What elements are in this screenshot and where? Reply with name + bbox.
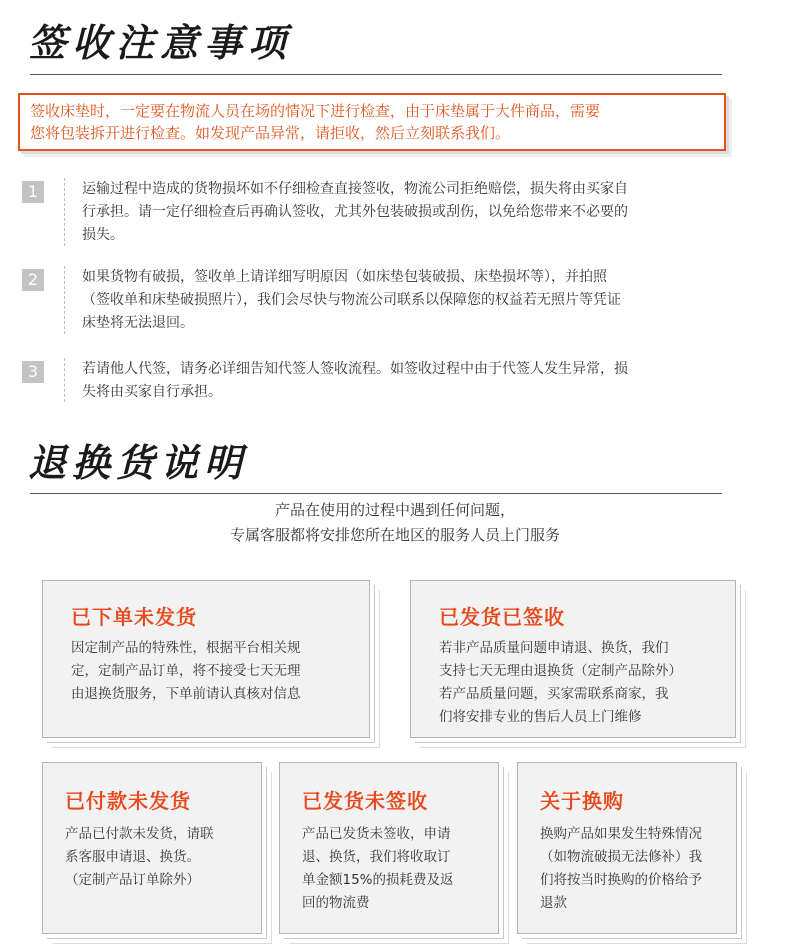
- card-line: 系客服申请退、换货。: [65, 849, 200, 865]
- card-line: 退、换货，我们将收取订: [302, 849, 451, 865]
- item-divider: [64, 266, 65, 334]
- policy-card-shipped-not-signed: [279, 762, 499, 934]
- item-text-line: 床垫将无法退回。: [82, 315, 194, 331]
- card-line: 因定制产品的特殊性，根据平台相关规: [71, 640, 301, 656]
- notice-line: 签收床垫时，一定要在物流人员在场的情况下进行检查，由于床垫属于大件商品，需要: [30, 102, 601, 120]
- sign-item-2: [22, 266, 722, 336]
- card-line: 若产品质量问题，买家需联系商家，我: [439, 686, 669, 702]
- item-text: [82, 178, 717, 247]
- card-line: 换购产品如果发生特殊情况: [540, 826, 702, 842]
- card-line: 退款: [540, 895, 567, 911]
- item-number-badge: 3: [22, 361, 44, 383]
- card-title: 已付款未发货: [65, 789, 191, 813]
- intro-line: 专属客服都将安排您所在地区的服务人员上门服务: [229, 526, 560, 544]
- item-text-line: 损失。: [82, 227, 124, 243]
- card-title: 已发货已签收: [439, 605, 565, 629]
- card-line: 们将安排专业的售后人员上门维修: [439, 709, 642, 725]
- card-line: 们将按当时换购的价格给予: [540, 872, 702, 888]
- item-text-line: 运输过程中造成的货物损坏如不仔细检查直接签收，物流公司拒绝赔偿，损失将由买家自: [82, 181, 628, 197]
- card-title: 关于换购: [540, 789, 624, 813]
- card-line: 单金额15%的损耗费及返: [302, 872, 454, 888]
- notice-line: 您将包装拆开进行检查。如发现产品异常，请拒收，然后立刻联系我们。: [30, 124, 511, 142]
- returns-section-title: 退换货说明: [28, 440, 249, 485]
- card-body: [65, 823, 214, 892]
- item-text-line: 行承担。请一定仔细检查后再确认签收，尤其外包装破损或刮伤，以免给您带来不必要的: [82, 204, 628, 220]
- item-text-line: （签收单和床垫破损照片），我们会尽快与物流公司联系以保障您的权益若无照片等凭证: [82, 292, 621, 308]
- item-text: [82, 266, 717, 335]
- sign-item-3: [22, 358, 722, 404]
- card-line: 若非产品质量问题申请退、换货，我们: [439, 640, 669, 656]
- card-title: 已下单未发货: [71, 605, 197, 629]
- item-text: [82, 358, 717, 404]
- card-body: [302, 823, 454, 915]
- sign-section-title: 签收注意事项: [28, 20, 293, 65]
- card-line: 产品已发货未签收，申请: [302, 826, 451, 842]
- card-body: [71, 637, 301, 706]
- policy-card-paid-not-shipped: [42, 762, 262, 934]
- sign-item-1: [22, 178, 722, 248]
- card-body: [439, 637, 682, 729]
- policy-card-shipped-signed: [410, 580, 736, 738]
- item-divider: [64, 358, 65, 402]
- policy-card-exchange: [517, 762, 737, 934]
- card-line: 支持七天无理由退换货（定制产品除外）: [439, 663, 682, 679]
- card-line: 定，定制产品订单，将不接受七天无理: [71, 663, 301, 679]
- card-line: 由退换货服务，下单前请认真核对信息: [71, 686, 301, 702]
- intro-line: 产品在使用的过程中遇到任何问题，: [274, 501, 515, 519]
- item-number-badge: 2: [22, 269, 44, 291]
- notice-box: [18, 93, 726, 151]
- policy-card-ordered-not-shipped: [42, 580, 370, 738]
- sign-title-divider: [30, 74, 722, 75]
- returns-intro: [0, 498, 790, 548]
- item-text-line: 失将由买家自行承担。: [82, 384, 222, 400]
- returns-title-divider: [30, 493, 722, 494]
- item-text-line: 如果货物有破损，签收单上请详细写明原因（如床垫包装破损、床垫损坏等），并拍照: [82, 269, 607, 285]
- card-line: 产品已付款未发货，请联: [65, 826, 214, 842]
- card-body: [540, 823, 702, 915]
- item-number-badge: 1: [22, 181, 44, 203]
- card-line: （如物流破损无法修补）我: [540, 849, 702, 865]
- card-line: 回的物流费: [302, 895, 370, 911]
- item-divider: [64, 178, 65, 246]
- card-line: （定制产品订单除外）: [65, 872, 200, 888]
- item-text-line: 若请他人代签，请务必详细告知代签人签收流程。如签收过程中由于代签人发生异常，损: [82, 361, 628, 377]
- card-title: 已发货未签收: [302, 789, 428, 813]
